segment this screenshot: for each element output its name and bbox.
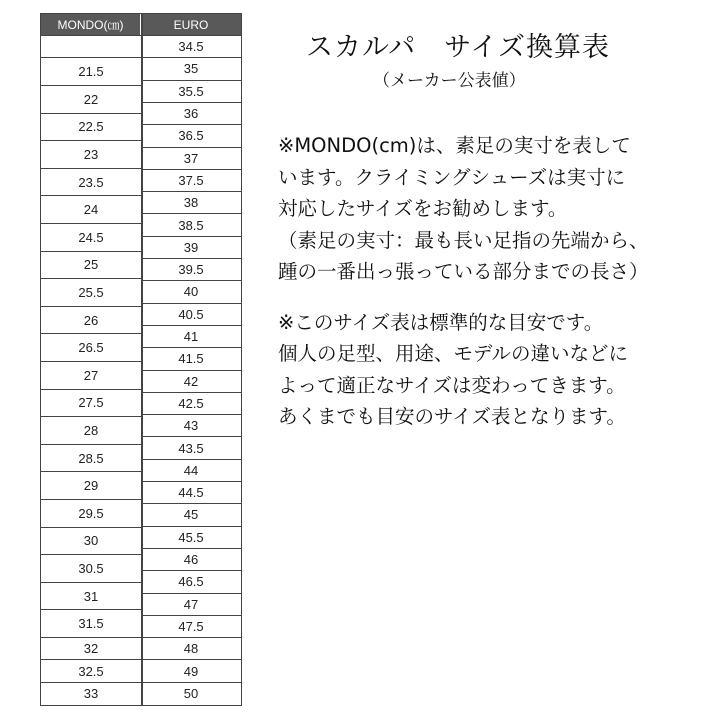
page-subtitle: （メーカー公表値） <box>373 71 526 91</box>
mondo-size-cell: 23 <box>41 140 141 168</box>
mondo-size-cell: 24 <box>41 195 141 223</box>
mondo-size-cell: 28.5 <box>41 444 141 472</box>
note-line: 個人の足型、用途、モデルの違いなどに <box>278 342 629 365</box>
euro-size-cell: 44 <box>141 459 241 481</box>
mondo-size-cell: 26 <box>41 306 141 334</box>
euro-column-header: EURO <box>141 14 241 35</box>
mondo-size-cell: 22 <box>41 85 141 113</box>
mondo-size-cell: 24.5 <box>41 223 141 251</box>
euro-size-cell: 38.5 <box>141 213 241 235</box>
mondo-size-cell: 27 <box>41 361 141 389</box>
mondo-size-cell: 32.5 <box>41 659 141 681</box>
euro-size-cell: 39.5 <box>141 258 241 280</box>
euro-size-cell: 36 <box>141 102 241 124</box>
note-line: います。クライミングシューズは実寸に <box>278 165 626 189</box>
mondo-size-cell: 32 <box>41 637 141 659</box>
mondo-size-cell: 28 <box>41 416 141 444</box>
euro-size-cell: 50 <box>141 682 241 704</box>
euro-size-cell: 43 <box>141 414 241 436</box>
size-conversion-table <box>40 13 242 706</box>
euro-size-cell: 35 <box>141 57 241 79</box>
euro-size-cell: 46.5 <box>141 570 241 592</box>
info-panel <box>278 30 708 433</box>
mondo-size-cell: 30.5 <box>41 554 141 582</box>
mondo-size-cell <box>41 35 141 57</box>
euro-size-cell: 46 <box>141 548 241 570</box>
euro-size-cell: 42.5 <box>141 392 241 414</box>
euro-size-cell: 45 <box>141 503 241 525</box>
mondo-size-cell: 25 <box>41 251 141 279</box>
euro-size-cell: 40 <box>141 280 241 302</box>
mondo-size-cell: 29 <box>41 471 141 499</box>
note-line: あくまでも目安のサイズ表となります。 <box>278 405 626 428</box>
guideline-note <box>278 307 708 433</box>
mondo-size-cell: 22.5 <box>41 113 141 141</box>
mondo-column-header: MONDO(㎝) <box>41 14 141 35</box>
euro-size-cell: 44.5 <box>141 481 241 503</box>
mondo-size-cell: 30 <box>41 527 141 555</box>
mondo-note <box>278 130 708 288</box>
page-title: スカルパ サイズ換算表 <box>306 32 610 63</box>
euro-size-cell: 47 <box>141 593 241 615</box>
mondo-size-cell: 29.5 <box>41 499 141 527</box>
euro-size-cell: 49 <box>141 659 241 681</box>
note-line: 対応したサイズをお勧めします。 <box>278 197 568 220</box>
mondo-size-cell: 31 <box>41 582 141 610</box>
euro-size-cell: 38 <box>141 191 241 213</box>
note-line: 踵の一番出っ張っている部分までの長さ） <box>278 260 649 283</box>
euro-size-cell: 48 <box>141 637 241 659</box>
mondo-size-cell: 27.5 <box>41 389 141 417</box>
euro-size-cell: 39 <box>141 236 241 258</box>
euro-size-cell: 47.5 <box>141 615 241 637</box>
mondo-size-cell: 25.5 <box>41 278 141 306</box>
euro-size-cell: 37 <box>141 147 241 169</box>
note-line: ※このサイズ表は標準的な目安です。 <box>278 310 604 334</box>
euro-size-cell: 35.5 <box>141 80 241 102</box>
note-line: （素足の実寸：最も長い足指の先端から、 <box>278 228 649 252</box>
euro-size-cell: 45.5 <box>141 526 241 548</box>
euro-size-cell: 42 <box>141 370 241 392</box>
mondo-size-cell: 31.5 <box>41 609 141 637</box>
euro-size-cell: 41.5 <box>141 347 241 369</box>
mondo-size-cell: 23.5 <box>41 168 141 196</box>
note-line: ※MONDO(cm)は、素足の実寸を表して <box>278 134 631 157</box>
euro-size-cell: 37.5 <box>141 169 241 191</box>
euro-size-cell: 34.5 <box>141 35 241 57</box>
euro-size-cell: 43.5 <box>141 436 241 458</box>
euro-size-cell: 41 <box>141 325 241 347</box>
mondo-size-cell: 26.5 <box>41 333 141 361</box>
note-line: よって適正なサイズは変わってきます。 <box>278 373 626 397</box>
euro-size-cell: 36.5 <box>141 124 241 146</box>
euro-size-cell: 40.5 <box>141 303 241 325</box>
mondo-size-cell: 21.5 <box>41 57 141 85</box>
mondo-size-cell: 33 <box>41 682 141 704</box>
